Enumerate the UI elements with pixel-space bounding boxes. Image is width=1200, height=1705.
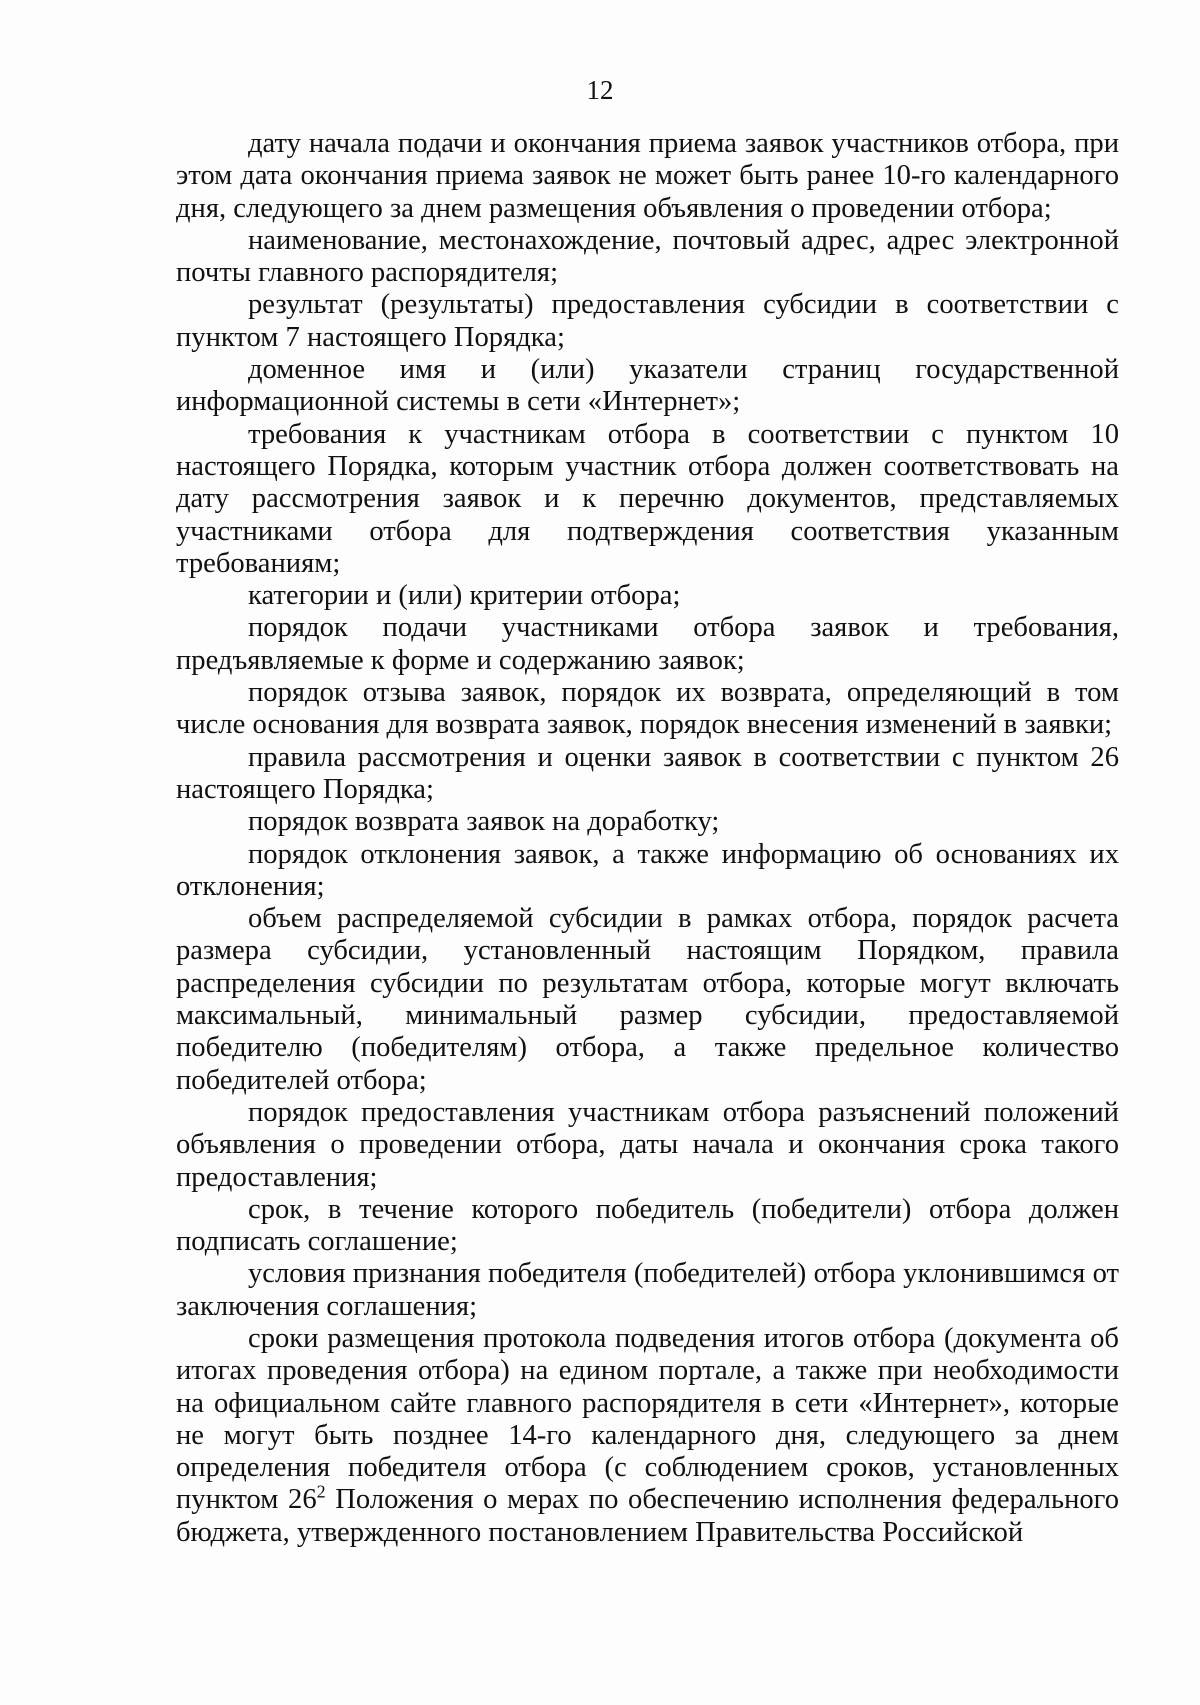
paragraph-selection-criteria: категории и (или) критерии отбора;	[248, 580, 681, 612]
paragraph-subsidy-result: результат (результаты) предоставления субсидии в соответствии с пунктом 7 настоящего Порядка;	[176, 289, 1119, 353]
paragraph-rejection-procedure: порядок отклонения заявок, а также информацию об основаниях их отклонения;	[176, 838, 1119, 902]
paragraph-signing-deadline: срок, в течение которого победитель (победители) отбора должен подписать соглашение;	[176, 1193, 1119, 1258]
paragraph-participant-requirements: требования к участникам отбора в соответствии с пунктом 10 настоящего Порядка, которым участник отбора должен соответствовать на дату рассмотрения заявок и к перечню документов, представляемых участниками отбора для подтверждения соответствия указанным требованиям;	[176, 418, 1119, 579]
paragraph-subsidy-volume: объем распределяемой субсидии в рамках отбора, порядок расчета размера субсидии, установленный настоящим Порядком, правила распределения субсидии по результатам отбора, которые могут включать максимальный, минимальный размер субсидии, предоставляемой победителю (победителям) отбора, а также предельное количество победителей отбора;	[176, 903, 1119, 1096]
paragraph-domain-name: доменное имя и (или) указатели страниц государственной информационной системы в сети «Интернет»;	[176, 354, 1119, 418]
paragraph-distributor-contacts: наименование, местонахождение, почтовый адрес, адрес электронной почты главного распорядителя;	[176, 224, 1119, 289]
paragraph-protocol-publication	[176, 1323, 1119, 1549]
paragraph-return-for-revision: порядок возврата заявок на доработку;	[248, 806, 720, 838]
paragraph-evasion-conditions: условия признания победителя (победителей) отбора уклонившимся от заключения соглашения;	[176, 1258, 1119, 1322]
protocol-text-end: Положения о мерах по обеспечению исполнения федерального бюджета, утвержденного постановлением Правительства Российской	[176, 1484, 1119, 1548]
document-body	[176, 128, 1119, 1549]
paragraph-clarifications: порядок предоставления участникам отбора разъяснений положений объявления о проведении отбора, даты начала и окончания срока такого предоставления;	[176, 1096, 1119, 1193]
paragraph-evaluation-rules: правила рассмотрения и оценки заявок в соответствии с пунктом 26 настоящего Порядка;	[176, 741, 1119, 805]
protocol-text-start: сроки размещения протокола подведения итогов отбора (документа об итогах проведения отбора) на едином портале, а также при необходимости на официальном сайте главного распорядителя в сети «Интернет», которые не могут быть позднее 14-го календарного дня, следующего за днем определения победителя отбора (с соблюдением сроков, установленных пунктом 26	[176, 1322, 1119, 1516]
page-number: 12	[586, 75, 614, 105]
superscript-note: 2	[316, 1481, 326, 1502]
paragraph-application-dates: дату начала подачи и окончания приема заявок участников отбора, при этом дата окончания приема заявок не может быть ранее 10-го календарного дня, следующего за днем размещения объявления о проведении отбора;	[176, 128, 1119, 224]
paragraph-application-submission: порядок подачи участниками отбора заявок и требования, предъявляемые к форме и содержанию заявок;	[176, 612, 1119, 676]
paragraph-application-withdrawal: порядок отзыва заявок, порядок их возврата, определяющий в том числе основания для возврата заявок, порядок внесения изменений в заявки;	[176, 677, 1119, 741]
